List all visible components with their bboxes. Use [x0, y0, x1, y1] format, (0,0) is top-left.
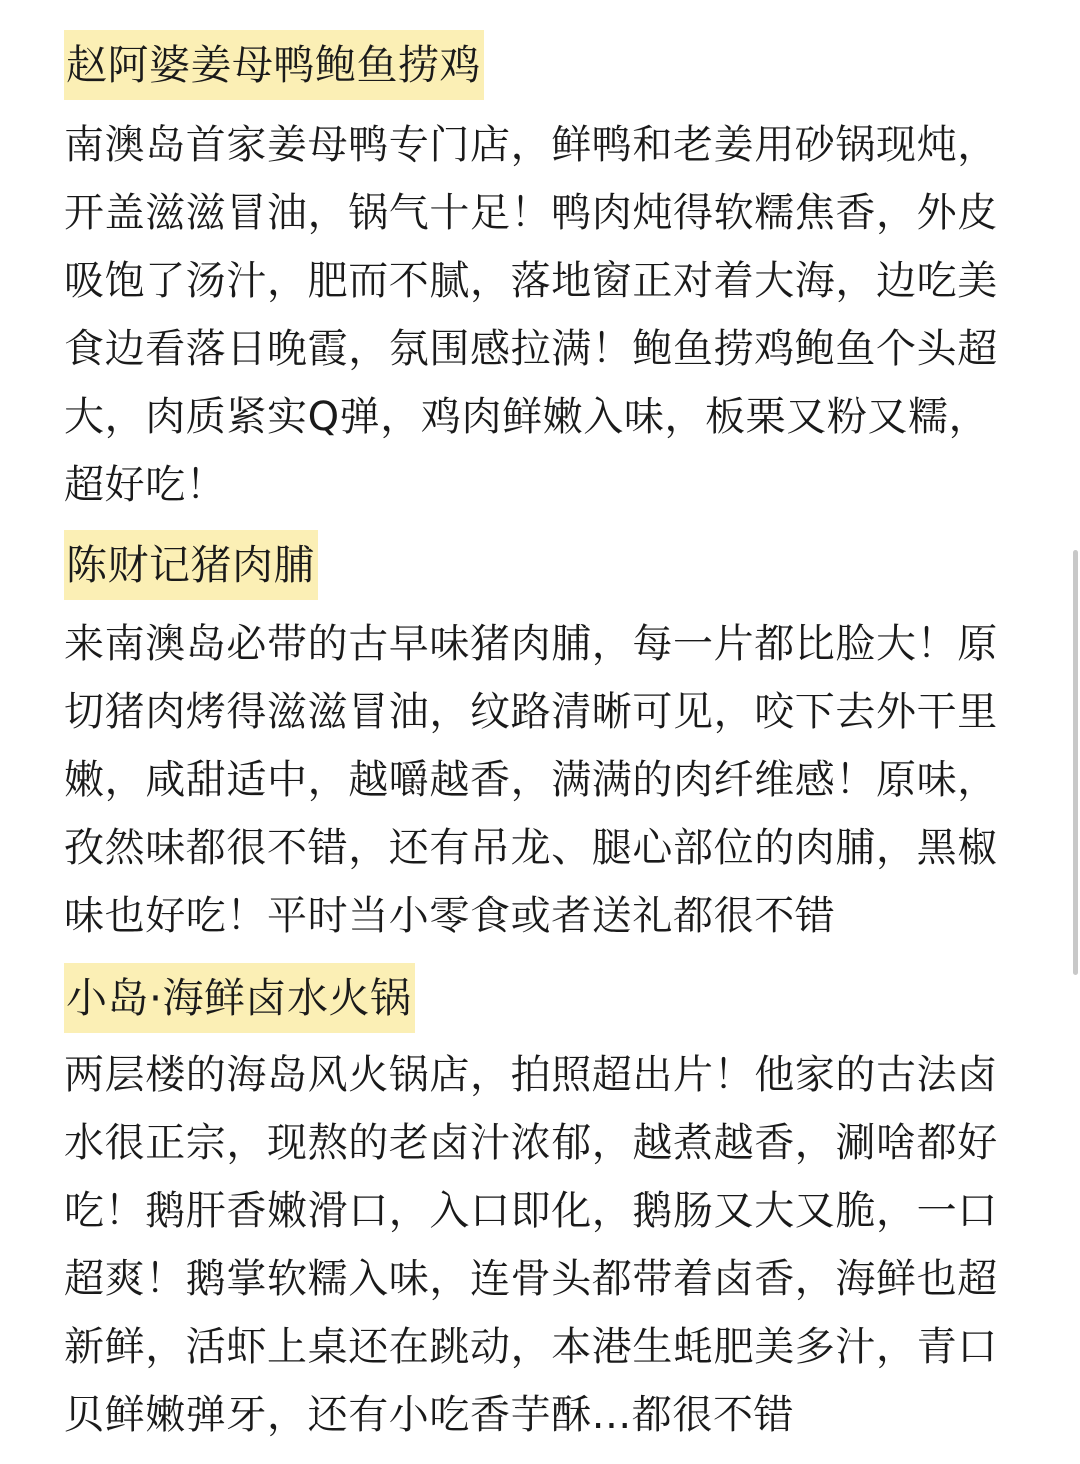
- section-title: 赵阿婆姜母鸭鲍鱼捞鸡: [64, 30, 484, 100]
- body-line: 南澳岛首家姜母鸭专门店，鲜鸭和老姜用砂锅现炖，: [64, 122, 998, 168]
- section-chen-cai-ji: [64, 530, 1034, 950]
- body-line: 来南澳岛必带的古早味猪肉脯，每一片都比脸大！原: [64, 621, 998, 667]
- body-line: 嫩，咸甜适中，越嚼越香，满满的肉纤维感！原味，: [64, 757, 998, 803]
- body-line: 新鲜，活虾上桌还在跳动，本港生蚝肥美多汁，青口: [64, 1324, 998, 1370]
- section-zhao-apo: [64, 30, 1034, 519]
- body-line: 吃！鹅肝香嫩滑口，入口即化，鹅肠又大又脆，一口: [64, 1188, 998, 1234]
- body-line: 大，肉质紧实Q弹，鸡肉鲜嫩入味，板栗又粉又糯，: [64, 394, 990, 440]
- body-line: 食边看落日晚霞，氛围感拉满！鲍鱼捞鸡鲍鱼个头超: [64, 326, 998, 372]
- section-body: [64, 1041, 1034, 1449]
- section-title: 陈财记猪肉脯: [64, 530, 318, 600]
- body-line: 孜然味都很不错，还有吊龙、腿心部位的肉脯，黑椒: [64, 825, 998, 871]
- section-body: [64, 610, 1034, 950]
- body-line: 味也好吃！平时当小零食或者送礼都很不错: [64, 893, 836, 939]
- body-line: 切猪肉烤得滋滋冒油，纹路清晰可见，咬下去外干里: [64, 689, 998, 735]
- section-xiao-dao-hotpot: [64, 963, 1034, 1449]
- body-line: 超爽！鹅掌软糯入味，连骨头都带着卤香，海鲜也超: [64, 1256, 998, 1302]
- section-title: 小岛·海鲜卤水火锅: [64, 963, 415, 1033]
- section-body: [64, 111, 1034, 519]
- vertical-scrollbar[interactable]: [1073, 550, 1078, 975]
- body-line: 两层楼的海岛风火锅店，拍照超出片！他家的古法卤: [64, 1052, 998, 1098]
- body-line: 吸饱了汤汁，肥而不腻，落地窗正对着大海，边吃美: [64, 258, 998, 304]
- body-line: 水很正宗，现熬的老卤汁浓郁，越煮越香，涮啥都好: [64, 1120, 998, 1166]
- body-line: 超好吃！: [64, 462, 227, 508]
- body-line: 贝鲜嫩弹牙，还有小吃香芋酥...都很不错: [64, 1392, 795, 1438]
- body-line: 开盖滋滋冒油，锅气十足！鸭肉炖得软糯焦香，外皮: [64, 190, 998, 236]
